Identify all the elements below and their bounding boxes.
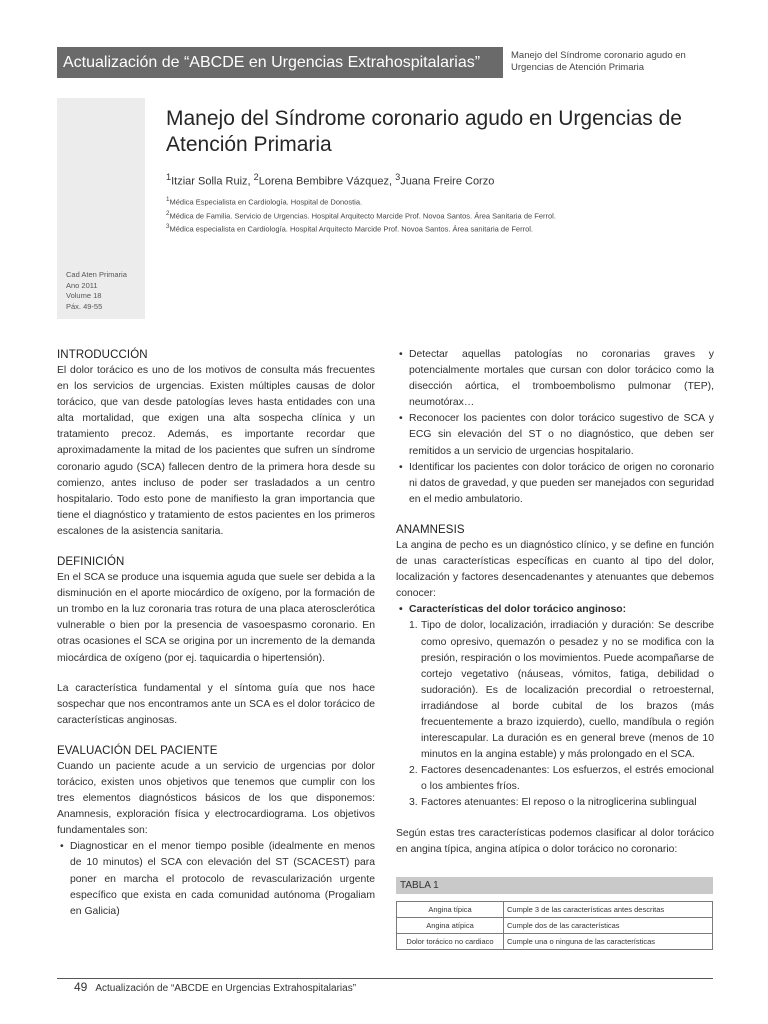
table-row xyxy=(397,918,713,934)
running-title-line1: Manejo del Síndrome coronario agudo en xyxy=(511,50,686,61)
section-heading-definicion: DEFINICIÓN xyxy=(57,556,125,569)
list-item: • Reconocer los pacientes con dolor torácico sugestivo de SCA y ECG sin elevación del ST o no diagnóstico, que deben ser remitidos a un servicio de urgencias hospitalario. xyxy=(396,411,714,459)
right-column xyxy=(396,347,714,858)
summary-paragraph: Según estas tres características podemos clasificar al dolor torácico en angina típica, angina atípica o dolor torácico no coronario: xyxy=(396,827,714,855)
citation-volume: Volume 18 xyxy=(66,291,102,300)
classification-table xyxy=(396,901,713,950)
citation-year: Ano 2011 xyxy=(66,280,98,290)
article-title-line1: Manejo del Síndrome coronario agudo en Urgencias de xyxy=(166,107,682,130)
affiliation xyxy=(166,208,556,222)
affiliation-sup: 2 xyxy=(166,209,170,217)
citation-journal: Cad Aten Primaria xyxy=(66,270,127,279)
definition-paragraph-2: La característica fundamental y el síntoma guía que nos hace sospechar que nos encontramos ante un SCA es el dolor torácico de características anginosas. xyxy=(57,682,375,726)
affiliation-sup: 1 xyxy=(166,196,170,203)
table-row xyxy=(397,902,713,918)
citation-block xyxy=(66,270,127,312)
article-title-line2: Atención Primaria xyxy=(166,133,332,156)
citation-pages: Páx. 49-55 xyxy=(66,301,103,311)
running-title xyxy=(511,50,726,74)
left-column xyxy=(57,347,375,920)
running-title-line2: Urgencias de Atención Primaria xyxy=(511,62,645,73)
list-text: Tipo de dolor, localización, irradiación y duración: Se describe como opresivo, quemazón o pesadez y no se modifica con la presión, respiración o los movimientos. Puede acompañarse de cortejo vegetativo (náuseas, vómitos, fatiga, debilidad o sudoración). Es de localización precordial o retroesternal, irradiándose al borde cubital de los brazos (más frecuentemente a brazo izquierdo), cuello, mandíbula o región interescapular. La duración es en general breve (menos de 10 minutos en la angina estable) y más prolongado en el SCA. xyxy=(421,620,714,761)
anamnesis-paragraph: La angina de pecho es un diagnóstico clínico, y se define en función de unas características específicas en cuanto al tipo del dolor, localización y factores desencadenantes y atenuantes que debemos conocer: xyxy=(396,539,714,600)
author-sup: 3 xyxy=(395,172,401,182)
list-item xyxy=(409,618,714,763)
authors xyxy=(166,172,494,188)
affiliation xyxy=(166,221,556,235)
characteristics-list xyxy=(396,618,714,811)
page-number: 49 xyxy=(74,980,88,994)
objectives-list xyxy=(57,839,375,919)
footer-text: Actualización de “ABCDE en Urgencias Extrahospitalarias” xyxy=(95,983,357,994)
table-cell-desc: Cumple 3 de las características antes descritas xyxy=(504,902,713,918)
list-item: • Detectar aquellas patologías no coronarias graves y potencialmente mortales que cursan con dolor torácico como la disección aórtica, el tromboembolismo pulmonar (TEP), neumotórax… xyxy=(396,347,714,411)
table-cell-type: Angina atípica xyxy=(397,918,504,934)
author-name: Lorena Bembibre Vázquez, xyxy=(258,175,396,188)
list-text: Factores atenuantes: El reposo o la nitroglicerina sublingual xyxy=(421,797,697,809)
header-band xyxy=(57,47,503,78)
affiliation-sup: 3 xyxy=(166,223,170,230)
author-name: Itziar Solla Ruiz, xyxy=(171,175,254,188)
article-title xyxy=(166,106,726,158)
table-cell-desc: Cumple dos de las características xyxy=(504,918,713,934)
affiliation-text: Médica Especialista en Cardiología. Hospital de Donostia. xyxy=(169,197,363,207)
footer-divider xyxy=(57,978,713,979)
list-number: 3. xyxy=(409,797,418,809)
section-heading-evaluacion: EVALUACIÓN DEL PACIENTE xyxy=(57,744,218,757)
author-sup: 1 xyxy=(166,172,172,182)
affiliation xyxy=(166,194,556,208)
subheading-caracteristicas: • Características del dolor torácico anginoso: xyxy=(396,602,714,618)
list-item xyxy=(409,763,714,795)
table-cell-desc: Cumple una o ninguna de las características xyxy=(504,934,713,950)
table-label: TABLA 1 xyxy=(396,877,713,894)
list-item: • Identificar los pacientes con dolor torácico de origen no coronario ni datos de gravedad, y que pueden ser manejados con seguridad en el medio ambulatorio. xyxy=(396,460,714,508)
table-cell-type: Dolor torácico no cardiaco xyxy=(397,934,504,950)
affiliation-text: Médica de Familia. Servicio de Urgencias. Hospital Arquitecto Marcide Prof. Novoa Santos. Área Sanitaria de Ferrol. xyxy=(169,211,556,220)
series-title: Actualización de “ABCDE en Urgencias Extrahospitalarias” xyxy=(63,54,481,71)
objectives-list-continued xyxy=(396,347,714,508)
list-item: • Diagnosticar en el menor tiempo posible (idealmente en menos de 10 minutos) el SCA con elevación del ST (SCACEST) para poner en marcha el protocolo de revascularización urgente específico que exista en cada comunidad autónoma (Progaliam en Galicia) xyxy=(57,839,375,919)
evaluation-paragraph: Cuando un paciente acude a un servicio de urgencias por dolor torácico, existen unos objetivos que tenemos que cumplir con los tres elementos diagnósticos básicos de los que disponemos: Anamnesis, exploración física y electrocardiograma. Los objetivos fundamentales son: xyxy=(57,760,375,837)
section-heading-anamnesis: ANAMNESIS xyxy=(396,523,465,536)
section-heading-introduccion: INTRODUCCIÓN xyxy=(57,349,148,361)
definition-paragraph-1: En el SCA se produce una isquemia aguda que suele ser debida a la disminución en el aporte miocárdico de oxígeno, por la formación de un trombo en la luz coronaria tras rotura de una placa aterosclerótica vulnerable o bien por la presencia de vasoespasmo coronario. En otras ocasiones el SCA se origina por un incremento de la demanda miocárdica de oxígeno (por ej. taquicardia o hipertensión). xyxy=(57,572,375,664)
affiliation-text: Médica especialista en Cardiología. Hospital Arquitecto Marcide Prof. Novoa Santos. Área sanitaria de Ferrol. xyxy=(169,224,533,234)
list-number: 2. xyxy=(409,765,418,777)
list-text: Factores desencadenantes: Los esfuerzos, el estrés emocional o los ambientes fríos. xyxy=(421,765,714,793)
affiliations xyxy=(166,194,556,235)
list-number: 1. xyxy=(409,620,418,632)
author-sup: 2 xyxy=(253,172,259,182)
footer xyxy=(74,980,356,994)
table-cell-type: Angina típica xyxy=(397,902,504,918)
table-row xyxy=(397,934,713,950)
list-item xyxy=(409,795,714,811)
intro-paragraph: El dolor torácico es uno de los motivos de consulta más frecuentes en los servicios de urgencias. Existen múltiples causas de dolor torácico, que van desde patologías leves hasta entidades con una alta mortalidad, que exigen una alta sospecha clínica y un tratamiento precoz. Además, es importante recordar que aproximadamente la mitad de los pacientes que sufren un síndrome coronario agudo (SCA) fallecen dentro de la primera hora desde su comienzo, antes incluso de poder ser trasladados a un centro hospitalario. Todo esto pone de manifiesto la gran importancia que tiene el diagnóstico y tratamiento de estos pacientes en los primeros escalones de la asistencia sanitaria. xyxy=(57,365,375,537)
author-name: Juana Freire Corzo xyxy=(400,175,495,188)
